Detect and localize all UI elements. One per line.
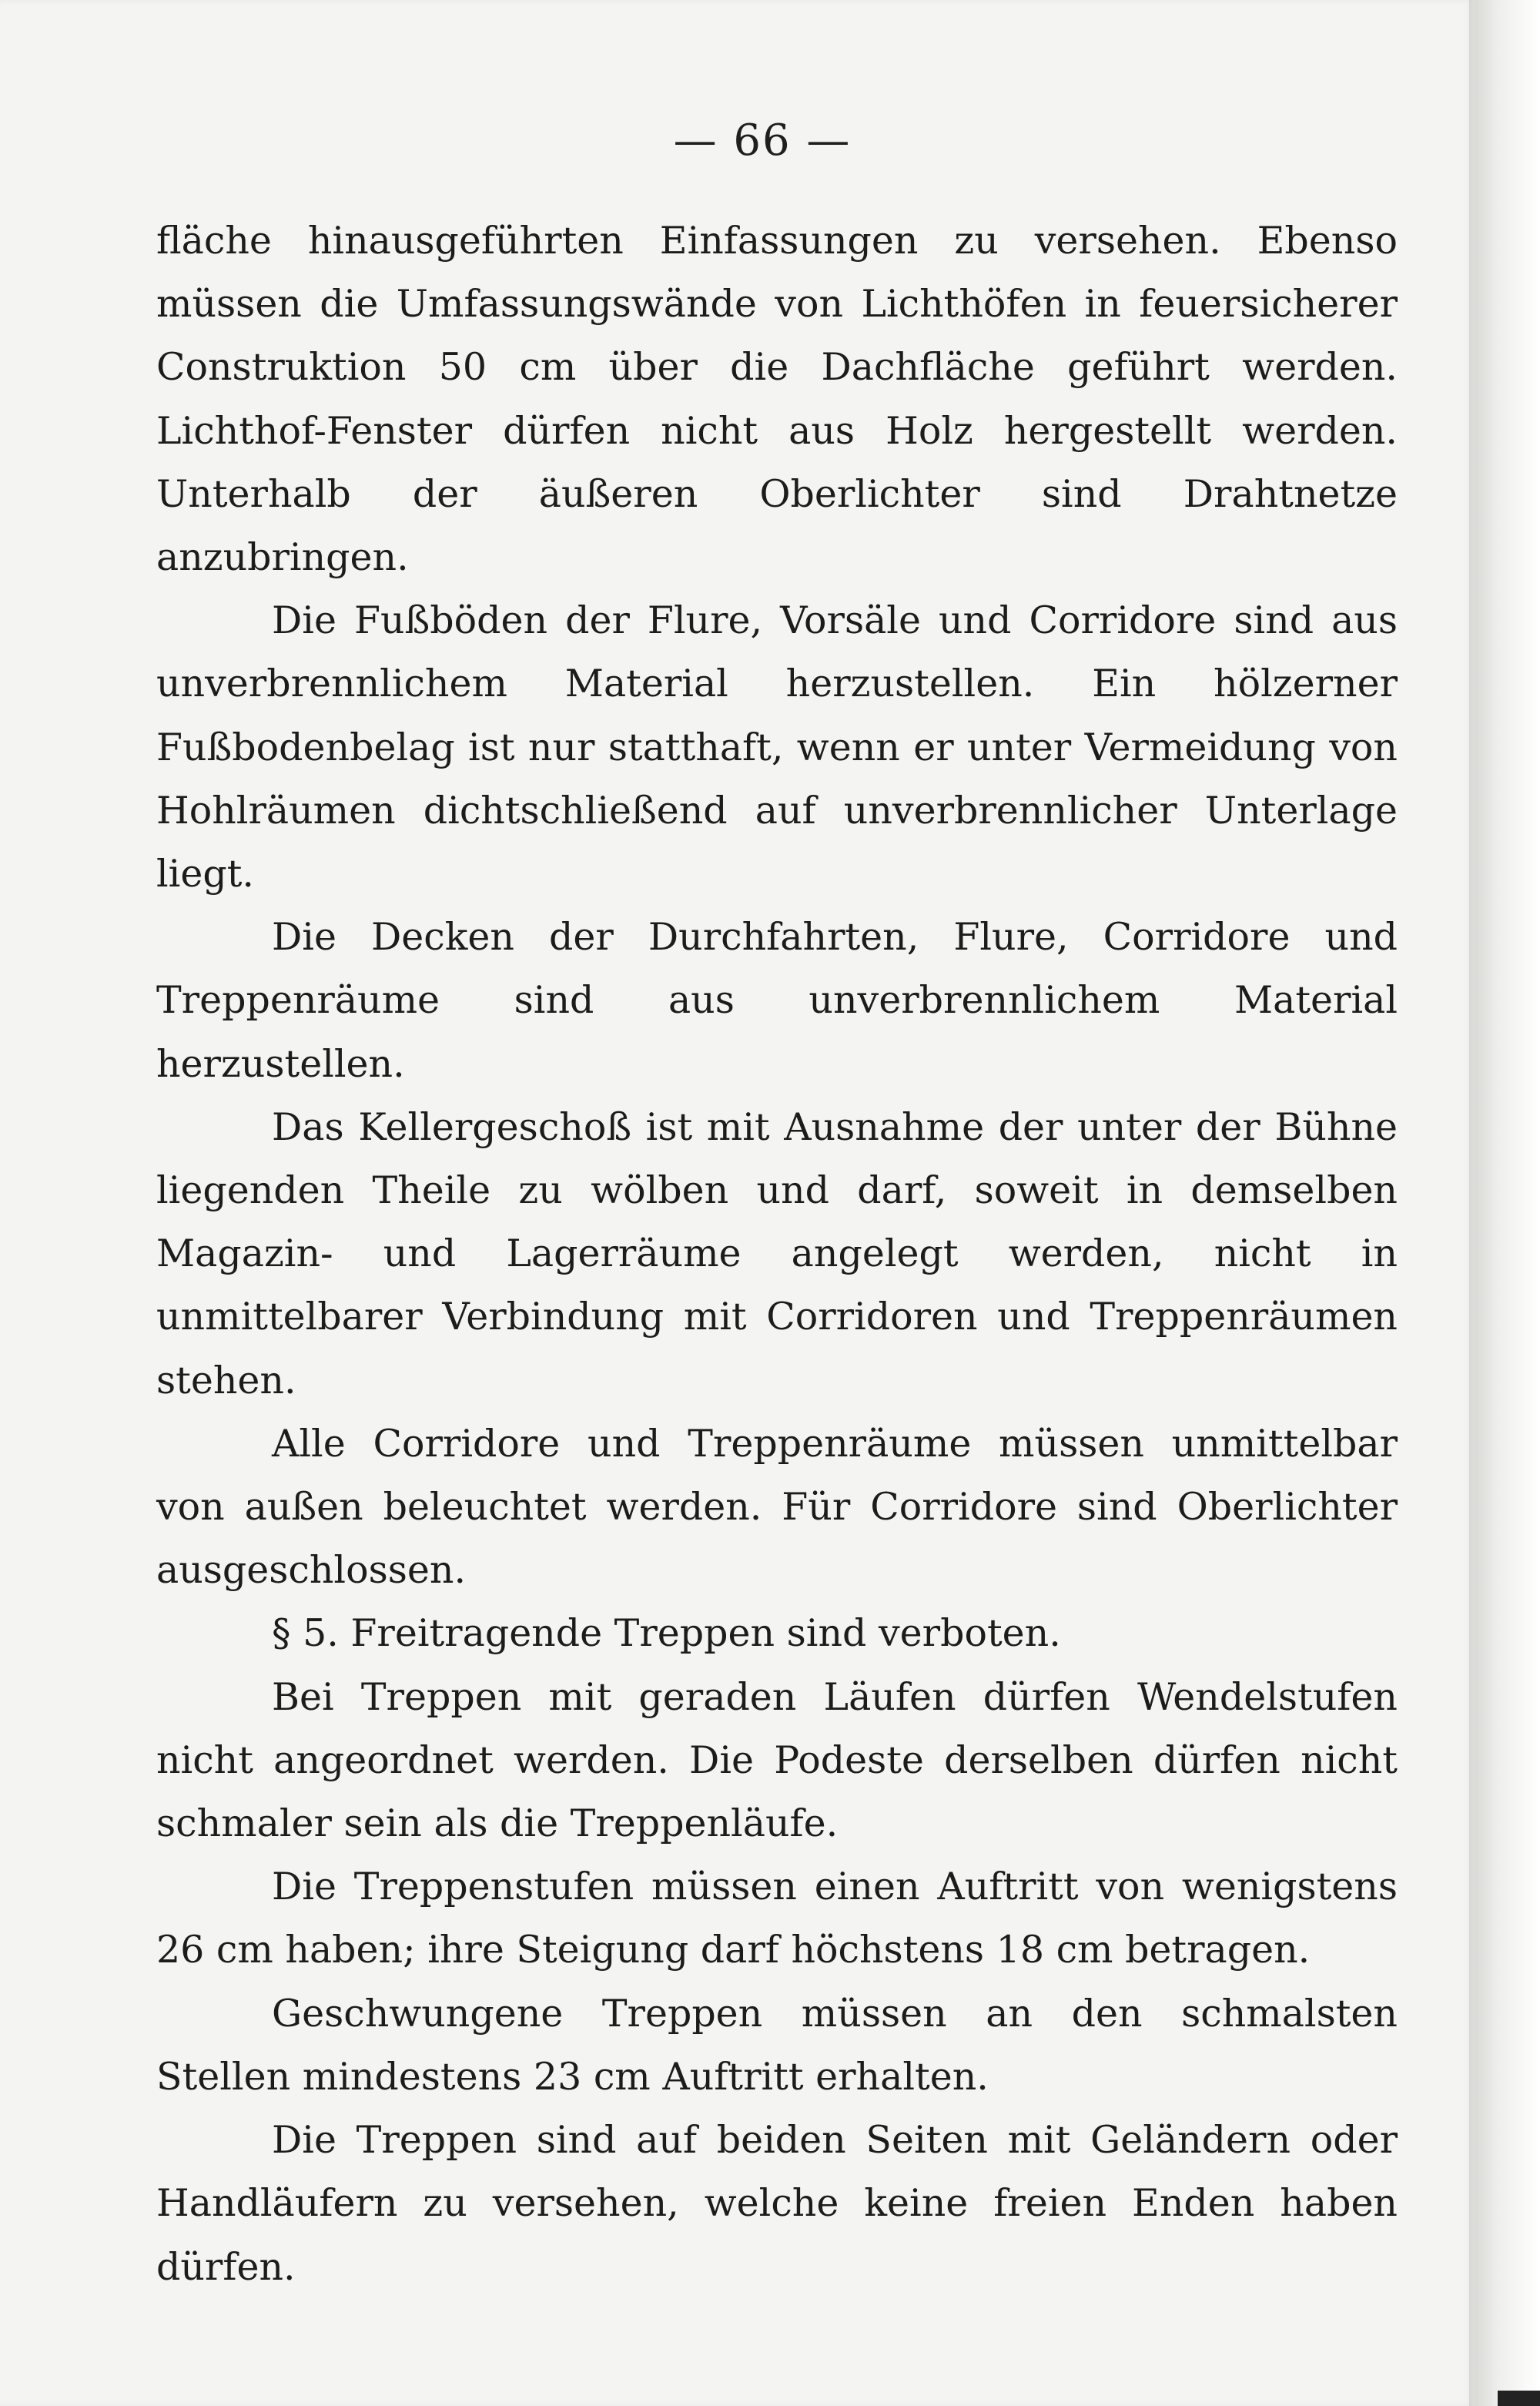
paragraph: Bei Treppen mit geraden Läufen dürfen Wendelstufen nicht angeordnet werden. Die Podeste derselben dürfen nicht schmaler sein als die Treppenläufe. (156, 1674, 1398, 1846)
paragraph: Geschwungene Treppen müssen an den schmalsten Stellen mindestens 23 cm Auftritt erhalten. (156, 1991, 1398, 2099)
body-text (156, 209, 1398, 2299)
paragraph: fläche hinausgeführten Einfassungen zu versehen. Ebenso müssen die Umfassungswände von Lichthöfen in feuersicherer Construktion 50 cm über die Dachfläche geführt werden. Lichthof-Fenster dürfen nicht aus Holz hergestellt werden. Unterhalb der äußeren Oberlichter sind Drahtnetze anzubringen. (156, 219, 1398, 580)
scan-corner-mark (1498, 2391, 1540, 2406)
page-number: — 66 — (673, 116, 852, 166)
paragraph: Die Fußböden der Flure, Vorsäle und Corridore sind aus unverbrennlichem Material herzustellen. Ein hölzerner Fußbodenbelag ist nur statthaft, wenn er unter Vermeidung von Hohlräumen dichtschließend auf unverbrennlicher Unterlage liegt. (156, 598, 1398, 896)
page-edge (1475, 0, 1540, 2406)
paragraph: Die Decken der Durchfahrten, Flure, Corridore und Treppenräume sind aus unverbrennlichem Material herzustellen. (156, 915, 1398, 1086)
paragraph: Alle Corridore und Treppenräume müssen unmittelbar von außen beleuchtet werden. Für Corridore sind Oberlichter ausgeschlossen. (156, 1421, 1398, 1593)
paragraph: Die Treppen sind auf beiden Seiten mit Geländern oder Handläufern zu versehen, welche keine freien Enden haben dürfen. (156, 2118, 1398, 2289)
paragraph: Die Treppenstufen müssen einen Auftritt von wenigstens 26 cm haben; ihre Steigung darf höchstens 18 cm betragen. (156, 1865, 1398, 1972)
section-heading-paragraph: § 5. Freitragende Treppen sind verboten. (272, 1611, 1061, 1656)
paragraph: Das Kellergeschoß ist mit Ausnahme der unter der Bühne liegenden Theile zu wölben und darf, soweit in demselben Magazin- und Lagerräume angelegt werden, nicht in unmittelbarer Verbindung mit Corridoren und Treppenräumen stehen. (156, 1104, 1398, 1402)
